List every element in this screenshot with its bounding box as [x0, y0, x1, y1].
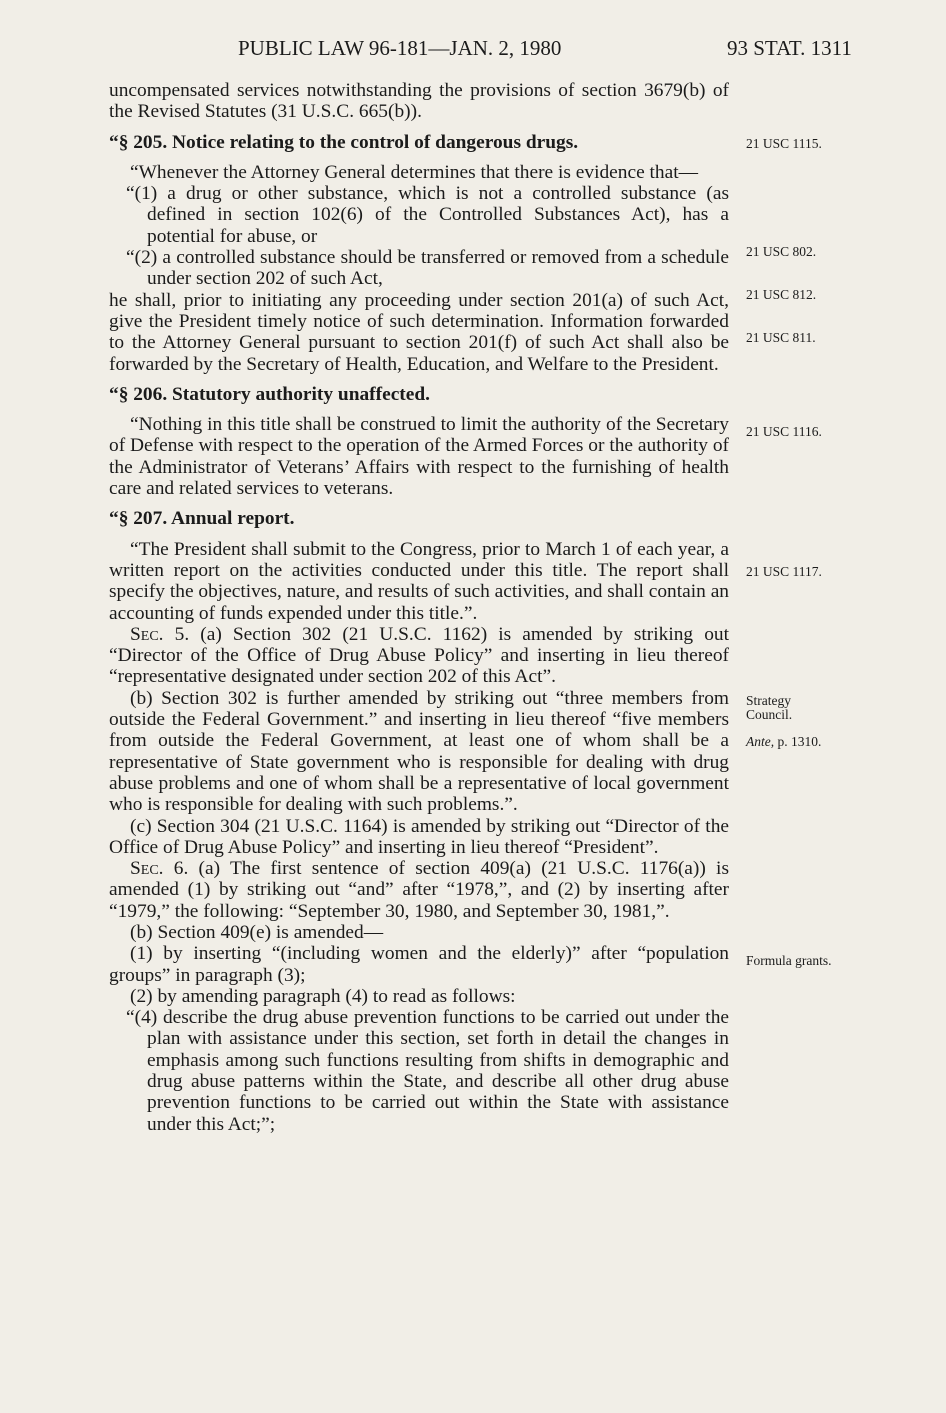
paragraph: “(1) a drug or other substance, which is not a controlled substance (as defined in section 102(6) of the Controlled Substances Act), has a potential for abuse, or	[126, 183, 729, 247]
page-header	[0, 36, 946, 68]
paragraph: “Whenever the Attorney General determines that there is evidence that—	[130, 161, 699, 183]
margin-note: Council.	[746, 707, 793, 722]
section-heading-207: “§ 207. Annual report.	[109, 508, 295, 530]
sec-text: 6. (a) The first sentence of section 409(a) (21 U.S.C. 1176(a)) is amended (1) by striking out “and” after “1978,”, and (2) by inserting after “1979,” the following: “September 30, 1980, and September 30, 1981,”.	[109, 858, 729, 922]
paragraph: “(2) a controlled substance should be transferred or removed from a schedule under section 202 of such Act,	[126, 247, 729, 290]
paragraph: (b) Section 409(e) is amended—	[130, 921, 384, 943]
margin-note-text: p. 1310.	[774, 734, 822, 749]
paragraph: (1) by inserting “(including women and the elderly)” after “population groups” in paragraph (3);	[109, 943, 729, 986]
margin-note: 21 USC 1117.	[746, 564, 822, 579]
paragraph: “(4) describe the drug abuse prevention functions to be carried out under the plan with assistance under this section, set forth in detail the changes in emphasis among such functions resulting from shifts in demographic and drug abuse patterns within the State, and describe all other drug abuse prevention functions to be carried out within the State with assistance under this Act;”;	[126, 1007, 729, 1135]
margin-note-italic: Ante,	[746, 734, 775, 749]
paragraph: uncompensated services notwithstanding the provisions of section 3679(b) of the Revised Statutes (31 U.S.C. 665(b)).	[109, 80, 729, 123]
margin-note: 21 USC 1115.	[746, 136, 822, 151]
sec-label: Sec.	[130, 858, 164, 880]
paragraph: (2) by amending paragraph (4) to read as follows:	[130, 985, 516, 1007]
paragraph: (c) Section 304 (21 U.S.C. 1164) is amended by striking out “Director of the Office of Drug Abuse Policy” and inserting in lieu thereof “President”.	[109, 815, 729, 858]
body-text	[109, 80, 729, 1135]
paragraph-sec-6	[109, 858, 729, 922]
paragraph: (b) Section 302 is further amended by striking out “three members from outside the Federal Government.” and inserting in lieu thereof “five members from outside the Federal Government, at least one of whom shall be a representative of State government who is responsible for dealing with drug abuse problems and one of whom shall be a representative of local government who is responsible for dealing with such problems.”.	[109, 687, 729, 816]
sec-label: Sec.	[130, 623, 164, 645]
margin-note-ante	[746, 734, 936, 749]
sec-text: 5. (a) Section 302 (21 U.S.C. 1162) is amended by striking out “Director of the Office of Drug Abuse Policy” and inserting in lieu thereof “representative designated under section 202 of this Act”.	[109, 623, 729, 688]
paragraph: he shall, prior to initiating any proceeding under section 201(a) of such Act, give the President timely notice of such determination. Information forwarded to the Attorney General pursuant to section 201(f) of such Act shall also be forwarded by the Secretary of Health, Education, and Welfare to the President.	[109, 289, 729, 375]
header-page-number: 93 STAT. 1311	[727, 36, 852, 60]
header-title: PUBLIC LAW 96-181—JAN. 2, 1980	[238, 36, 562, 60]
section-heading-206: “§ 206. Statutory authority unaffected.	[109, 383, 430, 405]
margin-note: 21 USC 811.	[746, 330, 816, 345]
margin-note: 21 USC 802.	[746, 244, 817, 259]
paragraph-sec-5	[109, 624, 729, 688]
margin-note: Formula grants.	[746, 953, 832, 968]
margin-note: Strategy	[746, 693, 791, 708]
section-heading-205: “§ 205. Notice relating to the control of dangerous drugs.	[109, 131, 579, 153]
margin-note: 21 USC 812.	[746, 287, 817, 302]
margin-note: 21 USC 1116.	[746, 424, 822, 439]
paragraph: “The President shall submit to the Congress, prior to March 1 of each year, a written report on the activities conducted under this title. The report shall specify the objectives, nature, and results of such activities, and shall contain an accounting of funds expended under this title.”.	[109, 538, 729, 624]
paragraph: “Nothing in this title shall be construed to limit the authority of the Secretary of Defense with respect to the operation of the Armed Forces or the authority of the Administrator of Veterans’ Affairs with respect to the furnishing of health care and related services to veterans.	[109, 414, 729, 500]
